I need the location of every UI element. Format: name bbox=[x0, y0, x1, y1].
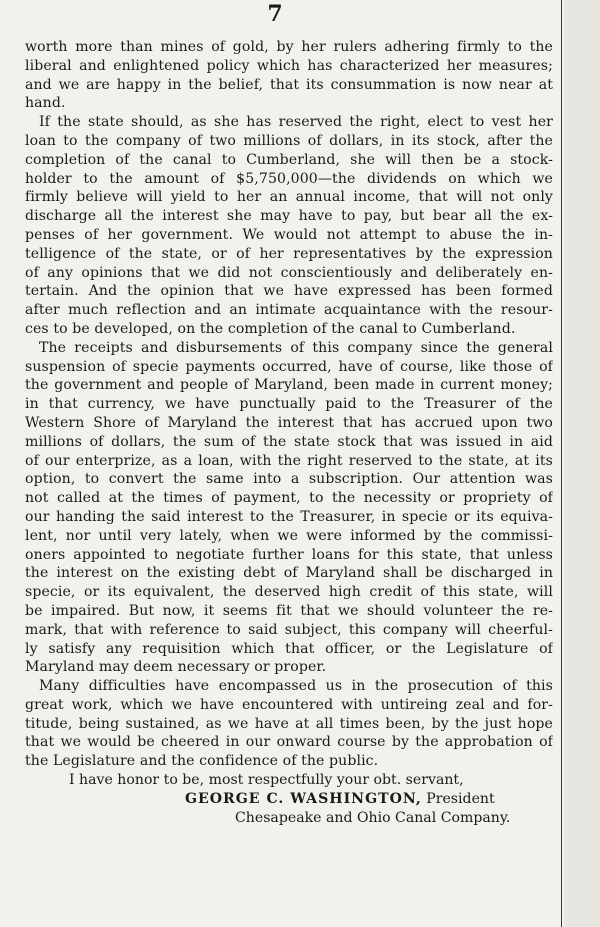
text-line: mark, that with reference to said subject, this company will cheerful- bbox=[25, 621, 553, 638]
signer-name: GEORGE C. WASHINGTON, bbox=[185, 790, 422, 807]
paragraph-continuation bbox=[25, 38, 553, 113]
paragraph-state-loan bbox=[25, 113, 553, 339]
text-line: tertain. And the opinion that we have expressed has been formed bbox=[25, 283, 553, 300]
text-line: worth more than mines of gold, by her rulers adhering firmly to the bbox=[25, 39, 553, 55]
signature-line bbox=[25, 790, 553, 809]
letter-body bbox=[25, 38, 553, 827]
closing-salutation: I have honor to be, most respectfully your obt. servant, bbox=[69, 772, 464, 789]
text-line: ces to be developed, on the completion of the canal to Cumberland. bbox=[25, 320, 516, 337]
text-line: in that currency, we have punctually paid to the Treasurer of the bbox=[25, 396, 553, 413]
signer-affiliation: Chesapeake and Ohio Canal Company. bbox=[235, 809, 511, 826]
text-line: specie, or its equivalent, the deserved high credit of this state, will bbox=[25, 584, 553, 601]
page-number: 7 bbox=[267, 1, 283, 27]
text-line: holder to the amount of $5,750,000—the dividends on which we bbox=[25, 170, 553, 187]
text-line: titude, being sustained, as we have at all times been, by the just hope bbox=[25, 715, 553, 732]
text-line: penses of her government. We would not attempt to abuse the in- bbox=[25, 226, 553, 243]
text-line: and we are happy in the belief, that its consummation is now near at bbox=[25, 76, 553, 93]
paragraph-receipts bbox=[25, 339, 553, 677]
text-line: The receipts and disbursements of this company since the general bbox=[39, 339, 553, 356]
text-line: the interest on the existing debt of Maryland shall be discharged in bbox=[25, 565, 553, 582]
page-edge-divider bbox=[561, 0, 562, 927]
text-line: If the state should, as she has reserved the right, elect to vest her bbox=[39, 114, 553, 131]
text-line: of any opinions that we did not conscientiously and deliberately en- bbox=[25, 264, 553, 281]
text-line: the Legislature and the confidence of the public. bbox=[25, 753, 379, 770]
letter-closing bbox=[25, 771, 553, 827]
signer-title: President bbox=[426, 790, 495, 807]
text-line: great work, which we have encountered with untireing zeal and for- bbox=[25, 696, 553, 713]
text-line: after much reflection and an intimate acquaintance with the resour- bbox=[25, 302, 553, 319]
text-line: Western Shore of Maryland the interest that has accrued upon two bbox=[25, 414, 553, 431]
text-line: Many difficulties have encompassed us in the prosecution of this bbox=[39, 678, 553, 695]
text-line: hand. bbox=[25, 95, 66, 112]
text-line: firmly believe will yield to her an annual income, that will not only bbox=[25, 189, 553, 206]
text-line: option, to convert the same into a subscription. Our attention was bbox=[25, 471, 553, 488]
text-line: discharge all the interest she may have to pay, but bear all the ex- bbox=[25, 208, 553, 225]
text-line: be impaired. But now, it seems fit that we should volunteer the re- bbox=[25, 602, 553, 619]
text-line: of our enterprize, as a loan, with the right reserved to the state, at its bbox=[25, 452, 553, 469]
text-line: the government and people of Maryland, been made in current money; bbox=[25, 377, 553, 394]
text-line: oners appointed to negotiate further loans for this state, that unless bbox=[25, 546, 553, 563]
text-line: our handing the said interest to the Treasurer, in specie or its equiva- bbox=[25, 508, 553, 525]
text-line: ly satisfy any requisition which that officer, or the Legislature of bbox=[25, 640, 553, 657]
text-line: loan to the company of two millions of dollars, in its stock, after the bbox=[25, 132, 553, 149]
text-line: millions of dollars, the sum of the state stock that was issued in aid bbox=[25, 433, 553, 450]
paragraph-difficulties bbox=[25, 677, 553, 771]
text-line: completion of the canal to Cumberland, she will then be a stock- bbox=[25, 151, 553, 168]
text-line: Maryland may deem necessary or proper. bbox=[25, 659, 327, 676]
text-line: lent, nor until very lately, when we were informed by the commissi- bbox=[25, 527, 553, 544]
text-line: telligence of the state, or of her representatives by the expression bbox=[25, 245, 553, 262]
text-line: liberal and enlightened policy which has characterized her measures; bbox=[25, 57, 553, 74]
text-line: not called at the times of payment, to the necessity or propriety of bbox=[25, 490, 553, 507]
text-line: that we would be cheered in our onward course by the approbation of bbox=[25, 734, 553, 751]
text-line: suspension of specie payments occurred, have of course, like those of bbox=[25, 358, 553, 375]
scan-margin bbox=[564, 0, 600, 927]
